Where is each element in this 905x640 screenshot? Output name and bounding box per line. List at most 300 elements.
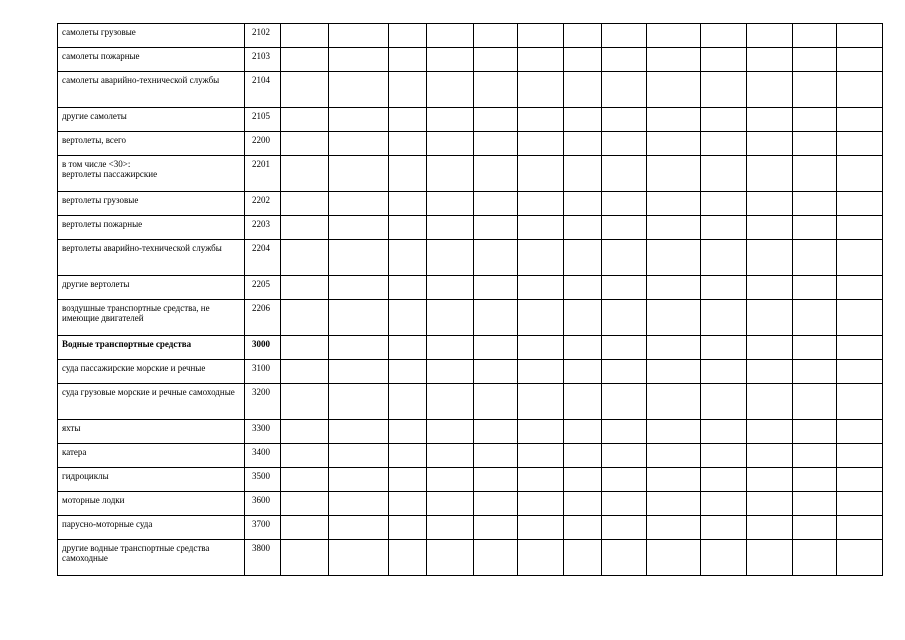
value-cell xyxy=(474,240,518,276)
value-cell xyxy=(389,240,427,276)
value-cell xyxy=(427,516,474,540)
value-cell xyxy=(518,360,564,384)
table-row xyxy=(58,192,883,216)
value-cell xyxy=(647,276,701,300)
value-cell xyxy=(518,420,564,444)
value-cell xyxy=(747,192,793,216)
value-cell xyxy=(793,540,837,576)
value-cell xyxy=(389,72,427,108)
value-cell xyxy=(647,24,701,48)
row-label: катера xyxy=(58,444,245,468)
value-cell xyxy=(518,516,564,540)
value-cell xyxy=(837,468,883,492)
value-cell xyxy=(793,360,837,384)
value-cell xyxy=(564,276,602,300)
value-cell xyxy=(747,24,793,48)
row-code: 2202 xyxy=(245,192,281,216)
value-cell xyxy=(281,108,329,132)
table-row xyxy=(58,492,883,516)
value-cell xyxy=(474,156,518,192)
value-cell xyxy=(793,48,837,72)
value-cell xyxy=(389,48,427,72)
value-cell xyxy=(747,420,793,444)
value-cell xyxy=(427,360,474,384)
value-cell xyxy=(389,468,427,492)
value-cell xyxy=(602,444,647,468)
value-cell xyxy=(329,276,389,300)
value-cell xyxy=(602,276,647,300)
value-cell xyxy=(518,276,564,300)
value-cell xyxy=(281,336,329,360)
value-cell xyxy=(427,216,474,240)
value-cell xyxy=(837,540,883,576)
value-cell xyxy=(518,192,564,216)
value-cell xyxy=(427,108,474,132)
value-cell xyxy=(647,156,701,192)
row-code: 3500 xyxy=(245,468,281,492)
value-cell xyxy=(837,360,883,384)
row-code: 3400 xyxy=(245,444,281,468)
row-label: самолеты аварийно-технической службы xyxy=(58,72,245,108)
value-cell xyxy=(647,384,701,420)
value-cell xyxy=(837,384,883,420)
table-row xyxy=(58,276,883,300)
value-cell xyxy=(793,516,837,540)
value-cell xyxy=(747,300,793,336)
value-cell xyxy=(747,444,793,468)
value-cell xyxy=(427,420,474,444)
row-label: вертолеты грузовые xyxy=(58,192,245,216)
value-cell xyxy=(564,468,602,492)
value-cell xyxy=(602,492,647,516)
value-cell xyxy=(281,444,329,468)
value-cell xyxy=(793,384,837,420)
value-cell xyxy=(518,108,564,132)
table-row xyxy=(58,240,883,276)
value-cell xyxy=(329,444,389,468)
value-cell xyxy=(564,132,602,156)
value-cell xyxy=(474,132,518,156)
value-cell xyxy=(474,516,518,540)
value-cell xyxy=(602,240,647,276)
value-cell xyxy=(837,420,883,444)
table-row xyxy=(58,468,883,492)
value-cell xyxy=(389,540,427,576)
row-label: вертолеты, всего xyxy=(58,132,245,156)
value-cell xyxy=(837,132,883,156)
value-cell xyxy=(701,24,747,48)
value-cell xyxy=(564,72,602,108)
value-cell xyxy=(281,132,329,156)
value-cell xyxy=(427,468,474,492)
value-cell xyxy=(602,108,647,132)
value-cell xyxy=(389,192,427,216)
value-cell xyxy=(474,276,518,300)
table-row xyxy=(58,516,883,540)
value-cell xyxy=(701,72,747,108)
value-cell xyxy=(647,132,701,156)
value-cell xyxy=(329,240,389,276)
value-cell xyxy=(793,156,837,192)
value-cell xyxy=(329,48,389,72)
value-cell xyxy=(389,444,427,468)
value-cell xyxy=(602,156,647,192)
value-cell xyxy=(329,108,389,132)
value-cell xyxy=(281,216,329,240)
value-cell xyxy=(701,156,747,192)
value-cell xyxy=(281,48,329,72)
value-cell xyxy=(793,468,837,492)
value-cell xyxy=(518,384,564,420)
value-cell xyxy=(389,336,427,360)
value-cell xyxy=(747,216,793,240)
value-cell xyxy=(389,24,427,48)
value-cell xyxy=(647,240,701,276)
value-cell xyxy=(427,540,474,576)
value-cell xyxy=(389,492,427,516)
value-cell xyxy=(427,156,474,192)
value-cell xyxy=(701,216,747,240)
row-code: 3200 xyxy=(245,384,281,420)
value-cell xyxy=(747,468,793,492)
value-cell xyxy=(329,384,389,420)
value-cell xyxy=(281,240,329,276)
value-cell xyxy=(389,420,427,444)
value-cell xyxy=(647,540,701,576)
value-cell xyxy=(281,360,329,384)
value-cell xyxy=(281,72,329,108)
value-cell xyxy=(329,192,389,216)
value-cell xyxy=(281,468,329,492)
value-cell xyxy=(518,216,564,240)
value-cell xyxy=(518,132,564,156)
value-cell xyxy=(389,516,427,540)
value-cell xyxy=(793,276,837,300)
table-row xyxy=(58,300,883,336)
value-cell xyxy=(747,276,793,300)
value-cell xyxy=(329,156,389,192)
value-cell xyxy=(474,540,518,576)
row-code: 2104 xyxy=(245,72,281,108)
value-cell xyxy=(329,492,389,516)
table-row xyxy=(58,48,883,72)
value-cell xyxy=(281,300,329,336)
value-cell xyxy=(647,516,701,540)
value-cell xyxy=(389,276,427,300)
value-cell xyxy=(793,240,837,276)
value-cell xyxy=(329,540,389,576)
row-code: 2206 xyxy=(245,300,281,336)
value-cell xyxy=(602,540,647,576)
value-cell xyxy=(602,420,647,444)
value-cell xyxy=(564,48,602,72)
value-cell xyxy=(329,132,389,156)
value-cell xyxy=(518,72,564,108)
value-cell xyxy=(427,336,474,360)
value-cell xyxy=(747,516,793,540)
value-cell xyxy=(389,132,427,156)
value-cell xyxy=(474,48,518,72)
value-cell xyxy=(474,216,518,240)
value-cell xyxy=(474,336,518,360)
value-cell xyxy=(747,108,793,132)
table-row xyxy=(58,24,883,48)
value-cell xyxy=(647,492,701,516)
value-cell xyxy=(474,24,518,48)
value-cell xyxy=(518,300,564,336)
value-cell xyxy=(389,384,427,420)
value-cell xyxy=(389,216,427,240)
value-cell xyxy=(647,48,701,72)
value-cell xyxy=(564,444,602,468)
value-cell xyxy=(564,108,602,132)
value-cell xyxy=(701,420,747,444)
value-cell xyxy=(793,132,837,156)
row-label: вертолеты аварийно-технической службы xyxy=(58,240,245,276)
value-cell xyxy=(427,492,474,516)
table-row xyxy=(58,156,883,192)
row-code: 2201 xyxy=(245,156,281,192)
value-cell xyxy=(647,300,701,336)
value-cell xyxy=(747,156,793,192)
value-cell xyxy=(518,540,564,576)
value-cell xyxy=(747,48,793,72)
value-cell xyxy=(329,360,389,384)
value-cell xyxy=(701,540,747,576)
value-cell xyxy=(747,72,793,108)
value-cell xyxy=(427,72,474,108)
value-cell xyxy=(837,216,883,240)
row-code: 2204 xyxy=(245,240,281,276)
table-row xyxy=(58,216,883,240)
value-cell xyxy=(701,240,747,276)
value-cell xyxy=(701,492,747,516)
value-cell xyxy=(281,276,329,300)
value-cell xyxy=(647,216,701,240)
row-code: 3300 xyxy=(245,420,281,444)
table-row xyxy=(58,360,883,384)
value-cell xyxy=(701,108,747,132)
value-cell xyxy=(647,468,701,492)
value-cell xyxy=(602,132,647,156)
row-label: суда грузовые морские и речные самоходные xyxy=(58,384,245,420)
value-cell xyxy=(602,48,647,72)
value-cell xyxy=(647,72,701,108)
row-label: в том числе <30>: вертолеты пассажирские xyxy=(58,156,245,192)
value-cell xyxy=(474,384,518,420)
row-label: вертолеты пожарные xyxy=(58,216,245,240)
value-cell xyxy=(281,24,329,48)
value-cell xyxy=(647,360,701,384)
table-row xyxy=(58,336,883,360)
row-label: самолеты грузовые xyxy=(58,24,245,48)
value-cell xyxy=(602,468,647,492)
value-cell xyxy=(602,360,647,384)
value-cell xyxy=(564,216,602,240)
value-cell xyxy=(564,420,602,444)
value-cell xyxy=(793,108,837,132)
value-cell xyxy=(747,540,793,576)
value-cell xyxy=(518,336,564,360)
value-cell xyxy=(474,108,518,132)
value-cell xyxy=(427,192,474,216)
value-cell xyxy=(564,336,602,360)
value-cell xyxy=(837,192,883,216)
value-cell xyxy=(647,336,701,360)
value-cell xyxy=(389,300,427,336)
row-code: 2105 xyxy=(245,108,281,132)
value-cell xyxy=(747,240,793,276)
value-cell xyxy=(474,360,518,384)
value-cell xyxy=(837,492,883,516)
value-cell xyxy=(518,492,564,516)
table-row xyxy=(58,420,883,444)
value-cell xyxy=(474,420,518,444)
value-cell xyxy=(281,540,329,576)
row-label: гидроциклы xyxy=(58,468,245,492)
value-cell xyxy=(474,492,518,516)
value-cell xyxy=(602,516,647,540)
value-cell xyxy=(427,444,474,468)
value-cell xyxy=(701,132,747,156)
value-cell xyxy=(329,72,389,108)
value-cell xyxy=(837,444,883,468)
value-cell xyxy=(518,24,564,48)
value-cell xyxy=(701,336,747,360)
value-cell xyxy=(564,300,602,336)
value-cell xyxy=(427,300,474,336)
value-cell xyxy=(564,240,602,276)
table-row xyxy=(58,108,883,132)
row-code: 3600 xyxy=(245,492,281,516)
value-cell xyxy=(793,444,837,468)
value-cell xyxy=(564,360,602,384)
value-cell xyxy=(747,360,793,384)
value-cell xyxy=(701,444,747,468)
value-cell xyxy=(747,492,793,516)
value-cell xyxy=(281,420,329,444)
value-cell xyxy=(329,24,389,48)
value-cell xyxy=(329,336,389,360)
value-cell xyxy=(701,48,747,72)
row-label: яхты xyxy=(58,420,245,444)
row-label: воздушные транспортные средства, не имеющие двигателей xyxy=(58,300,245,336)
value-cell xyxy=(837,108,883,132)
value-cell xyxy=(837,156,883,192)
value-cell xyxy=(281,192,329,216)
value-cell xyxy=(602,192,647,216)
row-label: парусно-моторные суда xyxy=(58,516,245,540)
value-cell xyxy=(602,72,647,108)
table-row xyxy=(58,132,883,156)
value-cell xyxy=(427,384,474,420)
value-cell xyxy=(701,516,747,540)
table-row xyxy=(58,72,883,108)
value-cell xyxy=(564,24,602,48)
value-cell xyxy=(701,384,747,420)
row-code: 2203 xyxy=(245,216,281,240)
value-cell xyxy=(518,240,564,276)
value-cell xyxy=(474,72,518,108)
value-cell xyxy=(837,48,883,72)
value-cell xyxy=(793,420,837,444)
value-cell xyxy=(602,216,647,240)
value-cell xyxy=(427,240,474,276)
row-label: другие вертолеты xyxy=(58,276,245,300)
value-cell xyxy=(837,516,883,540)
value-cell xyxy=(474,192,518,216)
row-label: моторные лодки xyxy=(58,492,245,516)
value-cell xyxy=(701,192,747,216)
row-label: другие водные транспортные средства самоходные xyxy=(58,540,245,576)
value-cell xyxy=(564,516,602,540)
value-cell xyxy=(793,192,837,216)
value-cell xyxy=(389,360,427,384)
value-cell xyxy=(427,48,474,72)
value-cell xyxy=(602,24,647,48)
value-cell xyxy=(281,516,329,540)
value-cell xyxy=(701,468,747,492)
row-label: Водные транспортные средства xyxy=(58,336,245,360)
value-cell xyxy=(747,384,793,420)
row-code: 2200 xyxy=(245,132,281,156)
value-cell xyxy=(837,240,883,276)
value-cell xyxy=(474,300,518,336)
value-cell xyxy=(474,444,518,468)
value-cell xyxy=(564,156,602,192)
value-cell xyxy=(647,444,701,468)
value-cell xyxy=(602,300,647,336)
row-label: самолеты пожарные xyxy=(58,48,245,72)
value-cell xyxy=(564,384,602,420)
value-cell xyxy=(564,540,602,576)
table-body xyxy=(58,24,883,576)
value-cell xyxy=(427,276,474,300)
table-row xyxy=(58,444,883,468)
value-cell xyxy=(647,192,701,216)
value-cell xyxy=(281,492,329,516)
value-cell xyxy=(427,132,474,156)
row-code: 3700 xyxy=(245,516,281,540)
value-cell xyxy=(329,300,389,336)
value-cell xyxy=(837,24,883,48)
row-code: 3100 xyxy=(245,360,281,384)
value-cell xyxy=(747,336,793,360)
value-cell xyxy=(427,24,474,48)
value-cell xyxy=(701,300,747,336)
value-cell xyxy=(281,384,329,420)
value-cell xyxy=(837,72,883,108)
value-cell xyxy=(518,468,564,492)
value-cell xyxy=(793,492,837,516)
row-code: 2205 xyxy=(245,276,281,300)
value-cell xyxy=(564,492,602,516)
row-code: 2103 xyxy=(245,48,281,72)
value-cell xyxy=(564,192,602,216)
value-cell xyxy=(474,468,518,492)
value-cell xyxy=(837,300,883,336)
row-label: другие самолеты xyxy=(58,108,245,132)
value-cell xyxy=(281,156,329,192)
value-cell xyxy=(793,336,837,360)
value-cell xyxy=(329,516,389,540)
value-cell xyxy=(329,468,389,492)
value-cell xyxy=(747,132,793,156)
row-code: 3000 xyxy=(245,336,281,360)
value-cell xyxy=(701,276,747,300)
value-cell xyxy=(518,48,564,72)
value-cell xyxy=(602,384,647,420)
